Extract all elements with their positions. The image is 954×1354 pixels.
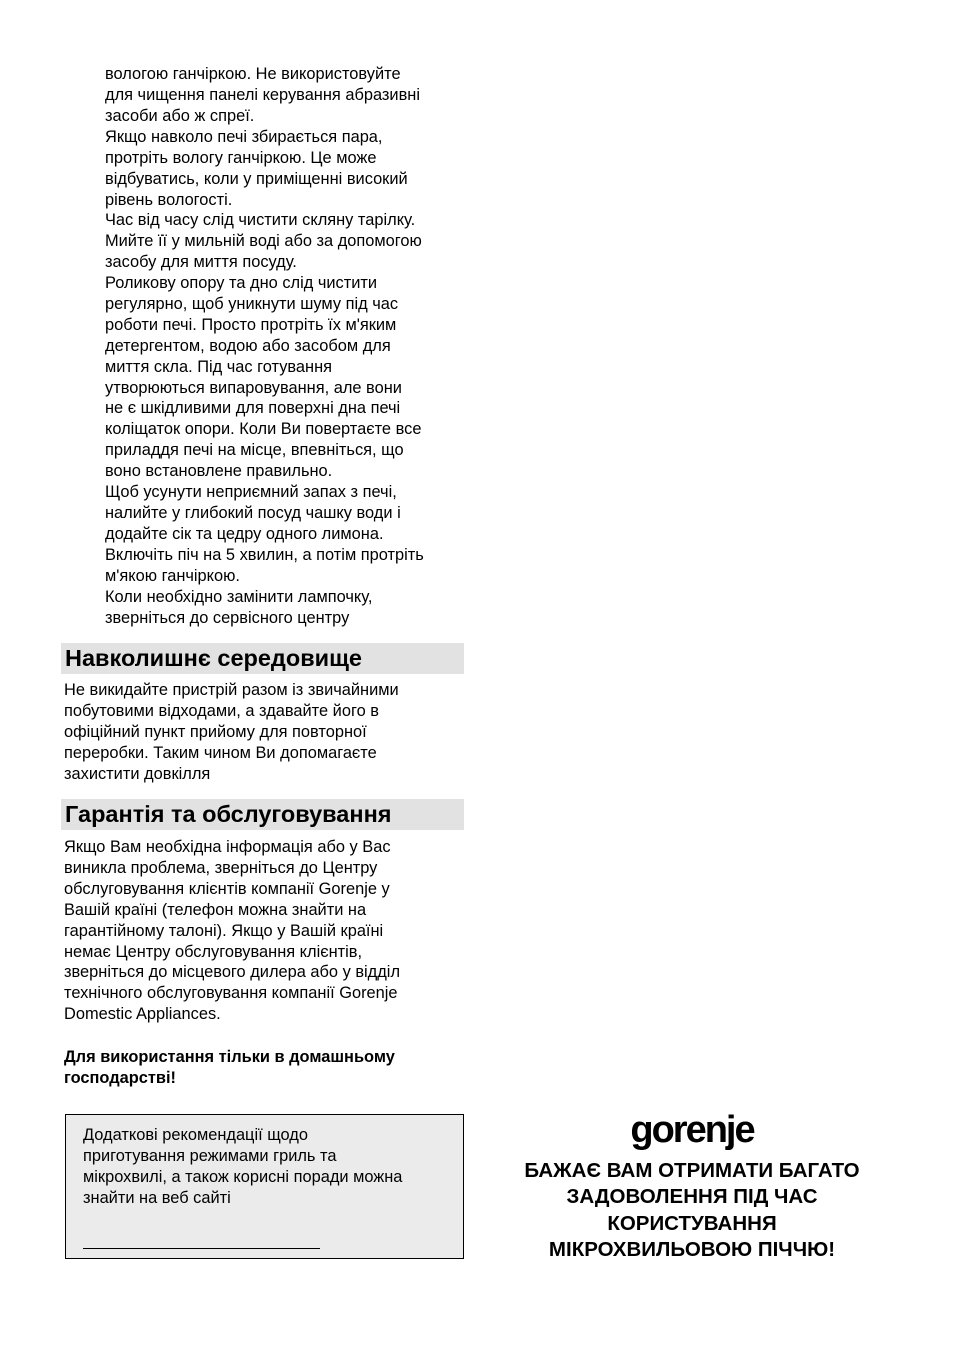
environment-text: Не викидайте пристрій разом із звичайними побутовими відходами, а здавайте його в офіційний пункт прийому для повторної переробки. Таким чином Ви допомагаєте захистити довкілля: [64, 681, 399, 783]
cleaning-paragraph-1: вологою ганчіркою. Не використовуйте для чищення панелі керування абразивні засоби або ж спреї.: [105, 65, 420, 125]
warranty-heading: Гарантія та обслуговування: [61, 799, 464, 830]
website-blank-line: [83, 1248, 320, 1249]
tip-text: Додаткові рекомендації щодо приготування режимами гриль та мікрохвилі, а також корисні поради можна знайти на веб сайті: [83, 1126, 403, 1207]
tip-box: [65, 1114, 464, 1259]
gorenje-logo: [492, 1103, 892, 1153]
environment-heading: Навколишнє середовище: [61, 643, 464, 674]
household-use-note: Для використання тільки в домашньому господарстві!: [64, 1048, 395, 1087]
cleaning-paragraph-2: Якщо навколо печі збирається пара, протріть вологу ганчіркою. Це може відбуватись, коли у приміщенні високий рівень вологості.: [105, 128, 408, 209]
cleaning-paragraph-4: Роликову опору та дно слід чистити регулярно, щоб уникнути шуму під час роботи печі. Просто протріть їх м'яким детергентом, водою або засобом для миття скла. Під час готування утворюються випаровування, але вони не є шкідливими для поверхні дна печі коліщаток опори. Коли Ви повертаєте все приладдя печі на місце, впевніться, що воно встановлене правильно.: [105, 274, 422, 481]
brand-slogan: БАЖАЄ ВАМ ОТРИМАТИ БАГАТО ЗАДОВОЛЕННЯ ПІД ЧАС КОРИСТУВАННЯ МІКРОХВИЛЬОВОЮ ПІЧЧЮ!: [524, 1159, 860, 1261]
cleaning-paragraph-6: Коли необхідно замінити лампочку, зверніться до сервісного центру: [105, 588, 373, 627]
cleaning-paragraph-3: Час від часу слід чистити скляну тарілку. Мийте її у мильній воді або за допомогою засобу для миття посуду.: [105, 211, 422, 271]
cleaning-paragraph-5: Щоб усунути неприємний запах з печі, налийте у глибокий посуд чашку води і додайте сік та цедру одного лимона. Включіть піч на 5 хвилин, а потім протріть м'якою ганчіркою.: [105, 483, 424, 585]
warranty-text: Якщо Вам необхідна інформація або у Вас виникла проблема, зверніться до Центру обслуговування клієнтів компанії Gorenje у Вашій країні (телефон можна знайти на гарантійному талоні). Якщо у Вашій країні немає Центру обслуговування клієнтів, зверніться до місцевого дилера або у відділ технічного обслуговування компанії Gorenje Domestic Appliances.: [64, 838, 401, 1024]
logo-text: gorenje: [630, 1109, 754, 1151]
